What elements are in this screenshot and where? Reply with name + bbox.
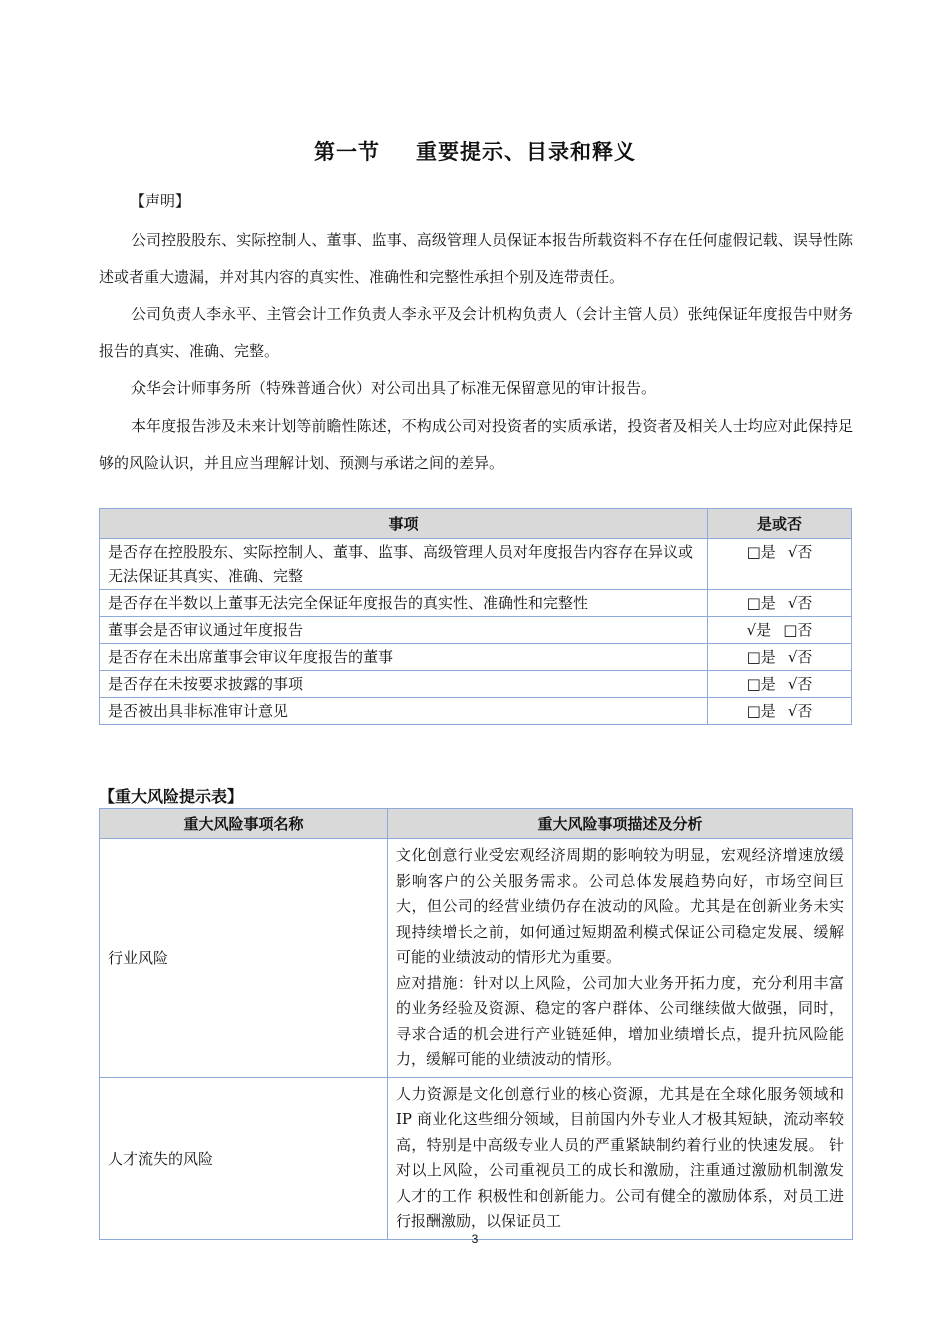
matter-answer [708, 644, 852, 671]
section-title: 重要提示、目录和释义 [416, 140, 636, 164]
risk-description: 人力资源是文化创意行业的核心资源，尤其是在全球化服务领域和IP 商业化这些细分领域，目前国内外专业人才极其短缺，流动率较高，特别是中高级专业人员的严重紧缺制约着行业的快速发展。 针对以上风险，公司重视员工的成长和激励，注重通过激励机制激发人才的工作 积极性和创新能力。公司有健全的激励体系，对员工进行报酬激励，以保证员工 [396, 1084, 844, 1230]
matter-text: 是否被出具非标准审计意见 [100, 698, 708, 725]
no-option: √否 [787, 543, 813, 561]
no-option: √否 [787, 675, 813, 693]
page-title [0, 136, 950, 166]
matter-answer [708, 617, 852, 644]
risk-description-cell [388, 839, 853, 1078]
risk-measures: 应对措施：针对以上风险，公司加大业务开拓力度，充分利用丰富的业务经验及资源、稳定的客户群体、公司继续做大做强，同时，寻求合适的机会进行产业链延伸，增加业绩增长点，提升抗风险能力，缓解可能的业绩波动的情形。 [396, 973, 844, 1068]
page-number: 3 [471, 1232, 479, 1246]
table-row [100, 671, 852, 698]
risk-description: 文化创意行业受宏观经济周期的影响较为明显，宏观经济增速放缓影响客户的公关服务需求。公司总体发展趋势向好，市场空间巨大，但公司的经营业绩仍存在波动的风险。尤其是在创新业务未实现持续增长之前，如何通过短期盈利模式保证公司稳定发展、缓解可能的业绩波动的情形尤为重要。 [396, 846, 844, 966]
matter-text: 是否存在未按要求披露的事项 [100, 671, 708, 698]
table-row [100, 698, 852, 725]
yes-option: □是 [746, 543, 776, 561]
risk-description-cell [388, 1077, 853, 1239]
no-option: □否 [783, 621, 813, 639]
no-option: √否 [787, 648, 813, 666]
statement-paragraph: 众华会计师事务所（特殊普通合伙）对公司出具了标准无保留意见的审计报告。 [131, 379, 657, 397]
no-option: √否 [787, 702, 813, 720]
risk-name: 人才流失的风险 [100, 1077, 388, 1239]
risk-header-description: 重大风险事项描述及分析 [388, 809, 853, 839]
table-row [100, 617, 852, 644]
yes-option: □是 [746, 675, 776, 693]
section-number: 第一节 [314, 140, 380, 164]
matter-answer [708, 539, 852, 590]
matter-answer [708, 671, 852, 698]
yes-option: √是 [746, 621, 772, 639]
statement-paragraph: 公司控股股东、实际控制人、董事、监事、高级管理人员保证本报告所载资料不存在任何虚假记载、误导性陈述或者重大遗漏，并对其内容的真实性、准确性和完整性承担个别及连带责任。 [99, 231, 853, 286]
matter-text: 是否存在控股股东、实际控制人、董事、监事、高级管理人员对年度报告内容存在异议或无法保证其真实、准确、完整 [100, 539, 708, 590]
risk-table-title: 【重大风险提示表】 [99, 787, 244, 806]
matter-text: 董事会是否审议通过年度报告 [100, 617, 708, 644]
matter-text: 是否存在半数以上董事无法完全保证年度报告的真实性、准确性和完整性 [100, 590, 708, 617]
matter-answer [708, 590, 852, 617]
risk-name: 行业风险 [100, 839, 388, 1078]
table-row [100, 839, 853, 1078]
matters-header-row [100, 509, 852, 539]
statement-paragraph: 公司负责人李永平、主管会计工作负责人李永平及会计机构负责人（会计主管人员）张纯保证年度报告中财务报告的真实、准确、完整。 [99, 305, 853, 360]
matters-header-answer: 是或否 [708, 509, 852, 539]
matters-table [99, 508, 852, 725]
table-row [100, 644, 852, 671]
statement-paragraph: 本年度报告涉及未来计划等前瞻性陈述，不构成公司对投资者的实质承诺，投资者及相关人士均应对此保持足够的风险认识，并且应当理解计划、预测与承诺之间的差异。 [99, 417, 853, 472]
matter-answer [708, 698, 852, 725]
statement-label: 【声明】 [130, 192, 191, 210]
yes-option: □是 [746, 594, 776, 612]
risk-header-name: 重大风险事项名称 [100, 809, 388, 839]
risk-table [99, 808, 853, 1240]
matter-text: 是否存在未出席董事会审议年度报告的董事 [100, 644, 708, 671]
no-option: √否 [787, 594, 813, 612]
yes-option: □是 [746, 648, 776, 666]
table-row [100, 1077, 853, 1239]
table-row [100, 590, 852, 617]
matters-header-item: 事项 [100, 509, 708, 539]
risk-header-row [100, 809, 853, 839]
table-row [100, 539, 852, 590]
yes-option: □是 [746, 702, 776, 720]
